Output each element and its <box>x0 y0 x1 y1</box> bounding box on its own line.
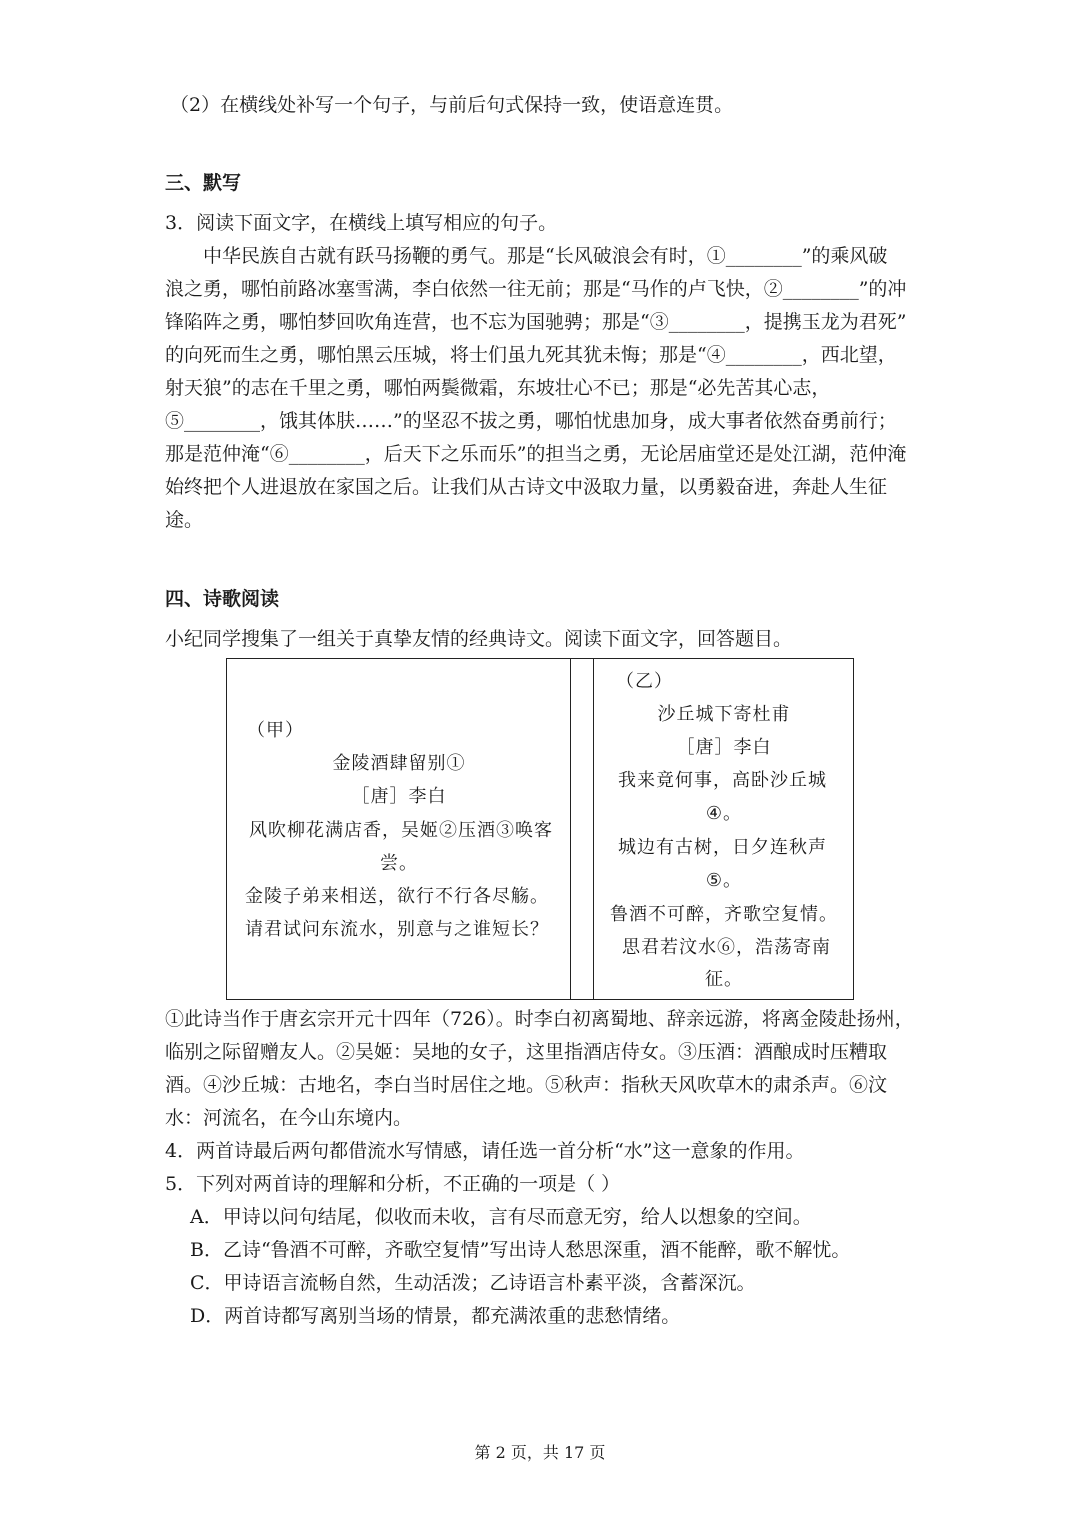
question-3: 3．阅读下面文字，在横线上填写相应的句子。 <box>165 212 558 234</box>
section-4-intro: 小纪同学搜集了一组关于真挚友情的经典诗文。阅读下面文字，回答题目。 <box>165 628 793 650</box>
poem-b-author: ［唐］李白 <box>676 737 772 758</box>
notes-line: 临别之际留赠友人。②吴姬：吴地的女子，这里指酒店侍女。③压酒：酒酿成时压糟取 <box>165 1041 888 1063</box>
poem-a-author: ［唐］李白 <box>351 786 447 807</box>
poem-a-line: 请君试问东流水，别意与之谁短长？ <box>245 919 549 940</box>
poem-a-line: 尝。 <box>380 853 418 874</box>
poem-b-line: 鲁酒不可醉，齐歌空复情。 <box>610 904 838 925</box>
passage-line: 途。 <box>165 509 204 531</box>
poem-a-line: 风吹柳花满店香，吴姬②压酒③唤客 <box>249 820 553 841</box>
passage-line: 那是范仲淹“⑥________，后天下之乐而乐”的担当之勇，无论居庙堂还是处江湖，范仲淹 <box>165 443 907 465</box>
option-d: D．两首诗都写离别当场的情景，都充满浓重的悲愁情绪。 <box>190 1305 681 1327</box>
poem-b-line: 我来竟何事，高卧沙丘城 <box>618 770 827 791</box>
poem-a-line: 金陵子弟来相送，欲行不行各尽觞。 <box>245 886 549 907</box>
poem-b-label: （乙） <box>616 671 673 692</box>
option-c: C．甲诗语言流畅自然，生动活泼；乙诗语言朴素平淡，含蓄深沉。 <box>190 1272 756 1294</box>
poem-a-label: （甲） <box>247 720 304 741</box>
poem-b-line: 城边有古树，日夕连秋声 <box>618 837 827 858</box>
poem-b-line: 思君若汶水⑥，浩荡寄南 <box>622 937 831 958</box>
notes-line: 酒。④沙丘城：古地名，李白当时居住之地。⑤秋声：指秋天风吹草木的肃杀声。⑥汶 <box>165 1074 888 1096</box>
poem-a-title: 金陵酒肆留别① <box>332 753 466 774</box>
poem-b-line: ⑤。 <box>705 870 743 891</box>
notes-line: ①此诗当作于唐玄宗开元十四年（726）。时李白初离蜀地、辞亲远游，将离金陵赴扬州， <box>165 1008 914 1030</box>
section-3-heading: 三、默写 <box>165 172 242 194</box>
notes-line: 水：河流名，在今山东境内。 <box>165 1107 413 1129</box>
passage-line: 锋陷阵之勇，哪怕梦回吹角连营，也不忘为国驰骋；那是“③________，提携玉龙为君死” <box>165 311 907 333</box>
poem-b-title: 沙丘城下寄杜甫 <box>657 704 791 725</box>
passage-line: 浪之勇，哪怕前路冰塞雪满，李白依然一往无前；那是“马作的卢飞快，②________”的冲 <box>165 278 907 300</box>
question-2-prompt: （2）在横线处补写一个句子，与前后句式保持一致，使语意连贯。 <box>170 94 734 116</box>
option-b: B．乙诗“鲁酒不可醉，齐歌空复情”写出诗人愁思深重，酒不能醉，歌不解忧。 <box>190 1239 851 1261</box>
option-a: A．甲诗以问句结尾，似收而未收，言有尽而意无穷，给人以想象的空间。 <box>190 1206 812 1228</box>
passage-line: 射天狼”的志在千里之勇，哪怕两鬓微霜，东坡壮心不已；那是“必先苦其心志， <box>165 377 831 399</box>
passage-line: 始终把个人进退放在家国之后。让我们从古诗文中汲取力量，以勇毅奋进，奔赴人生征 <box>165 476 888 498</box>
question-4: 4．两首诗最后两句都借流水写情感，请任选一首分析“水”这一意象的作用。 <box>165 1140 805 1162</box>
passage-line: 的向死而生之勇，哪怕黑云压城，将士们虽九死其犹未悔；那是“④________，西北望， <box>165 344 897 366</box>
passage-line: 中华民族自古就有跃马扬鞭的勇气。那是“长风破浪会有时，①________”的乘风破 <box>203 245 888 267</box>
poem-b-cell <box>593 659 853 999</box>
page-footer: 第 2 页，共 17 页 <box>474 1443 606 1462</box>
section-4-heading: 四、诗歌阅读 <box>165 588 280 610</box>
passage-line: ⑤________，饿其体肤……”的坚忍不拔之勇，哪怕忧患加身，成大事者依然奋勇前行； <box>165 410 897 432</box>
poem-a-cell <box>227 659 571 999</box>
poem-b-line: 征。 <box>705 969 743 990</box>
poem-table <box>226 658 854 1000</box>
question-5: 5．下列对两首诗的理解和分析，不正确的一项是（ ） <box>165 1173 621 1195</box>
poem-b-line: ④。 <box>705 803 743 824</box>
